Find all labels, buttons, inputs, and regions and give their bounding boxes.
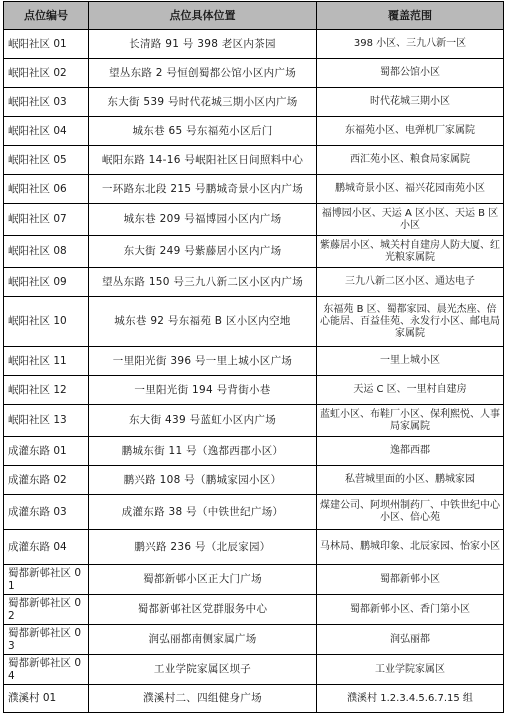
location-cell: 东大街 439 号蓝虹小区内广场: [89, 405, 317, 437]
site-id-cell: 岷阳社区 10: [4, 297, 89, 347]
table-row: [4, 405, 504, 437]
table-row: [4, 530, 504, 565]
coverage-cell: 一里上城小区: [317, 347, 504, 376]
location-cell: 工业学院家属区坝子: [89, 655, 317, 685]
coverage-cell: 逸都西郡: [317, 437, 504, 466]
location-cell: 东大街 249 号紫藤居小区内广场: [89, 236, 317, 268]
table-row: [4, 685, 504, 713]
table-row: [4, 297, 504, 347]
coverage-cell: 时代花城三期小区: [317, 88, 504, 117]
location-cell: 成灌东路 38 号（中铁世纪广场）: [89, 495, 317, 530]
header-location: 点位具体位置: [89, 2, 317, 30]
location-cell: 城东巷 92 号东福苑 B 区小区内空地: [89, 297, 317, 347]
coverage-cell: 润弘丽都: [317, 625, 504, 655]
table-row: [4, 175, 504, 204]
site-id-cell: 岷阳社区 06: [4, 175, 89, 204]
coverage-cell: 工业学院家属区: [317, 655, 504, 685]
table-row: [4, 30, 504, 59]
site-id-cell: 岷阳社区 11: [4, 347, 89, 376]
coverage-cell: 东福苑 B 区、蜀都家园、晨光杰座、倍心能居、百益佳苑、永发行小区、邮电局家属院: [317, 297, 504, 347]
location-cell: 一环路东北段 215 号鹏城奇景小区内广场: [89, 175, 317, 204]
location-cell: 蜀都新邨小区正大门广场: [89, 565, 317, 595]
site-id-cell: 岷阳社区 03: [4, 88, 89, 117]
location-cell: 鹏城东街 11 号（逸都西郡小区）: [89, 437, 317, 466]
location-cell: 润弘丽都南侧家属广场: [89, 625, 317, 655]
location-cell: 东大街 539 号时代花城三期小区内广场: [89, 88, 317, 117]
table-row: [4, 59, 504, 88]
coverage-cell: 马林局、鹏城印象、北辰家园、怡家小区: [317, 530, 504, 565]
location-table: [3, 1, 504, 713]
header-site-id: 点位编号: [4, 2, 89, 30]
location-cell: 望丛东路 2 号恒创蜀都公馆小区内广场: [89, 59, 317, 88]
table-row: [4, 495, 504, 530]
coverage-cell: 鹏城奇景小区、福兴花园南苑小区: [317, 175, 504, 204]
site-id-cell: 岷阳社区 09: [4, 268, 89, 297]
site-id-cell: 蜀都新邨社区 04: [4, 655, 89, 685]
table-row: [4, 625, 504, 655]
site-id-cell: 岷阳社区 02: [4, 59, 89, 88]
location-cell: 一里阳光街 194 号背街小巷: [89, 376, 317, 405]
site-id-cell: 岷阳社区 08: [4, 236, 89, 268]
coverage-cell: 三九八新二区小区、通达电子: [317, 268, 504, 297]
location-cell: 望丛东路 150 号三九八新二区小区内广场: [89, 268, 317, 297]
location-cell: 岷阳东路 14-16 号岷阳社区日间照料中心: [89, 146, 317, 175]
coverage-cell: 东福苑小区、电弹机厂家属院: [317, 117, 504, 146]
site-id-cell: 岷阳社区 05: [4, 146, 89, 175]
site-id-cell: 岷阳社区 07: [4, 204, 89, 236]
coverage-cell: 西汇苑小区、粮食局家属院: [317, 146, 504, 175]
coverage-cell: 私营城里面的小区、鹏城家园: [317, 466, 504, 495]
site-id-cell: 岷阳社区 04: [4, 117, 89, 146]
site-id-cell: 成灌东路 04: [4, 530, 89, 565]
coverage-cell: 398 小区、三九八新一区: [317, 30, 504, 59]
location-cell: 鹏兴路 108 号（鹏城家园小区）: [89, 466, 317, 495]
site-id-cell: 蜀都新邨社区 03: [4, 625, 89, 655]
coverage-cell: 濮溪村 1.2.3.4.5.6.7.15 组: [317, 685, 504, 713]
site-id-cell: 成灌东路 03: [4, 495, 89, 530]
site-id-cell: 岷阳社区 13: [4, 405, 89, 437]
location-cell: 蜀都新邨社区党群服务中心: [89, 595, 317, 625]
site-id-cell: 蜀都新邨社区 02: [4, 595, 89, 625]
site-id-cell: 岷阳社区 12: [4, 376, 89, 405]
location-cell: 鹏兴路 236 号（北辰家园）: [89, 530, 317, 565]
site-id-cell: 岷阳社区 01: [4, 30, 89, 59]
site-id-cell: 濮溪村 01: [4, 685, 89, 713]
coverage-cell: 蜀都公馆小区: [317, 59, 504, 88]
table-row: [4, 268, 504, 297]
coverage-cell: 紫藤居小区、城关村自建房人防大厦、红光粮家属院: [317, 236, 504, 268]
table-row: [4, 376, 504, 405]
table-row: [4, 204, 504, 236]
table-row: [4, 117, 504, 146]
location-cell: 濮溪村二、四组健身广场: [89, 685, 317, 713]
table-row: [4, 88, 504, 117]
location-cell: 城东巷 209 号福博园小区内广场: [89, 204, 317, 236]
coverage-cell: 蜀都新邨小区、香门第小区: [317, 595, 504, 625]
location-cell: 城东巷 65 号东福苑小区后门: [89, 117, 317, 146]
location-cell: 一里阳光街 396 号一里上城小区广场: [89, 347, 317, 376]
coverage-cell: 蜀都新邨小区: [317, 565, 504, 595]
coverage-cell: 蓝虹小区、布鞋厂小区、保利熙悦、人事局家属院: [317, 405, 504, 437]
table-row: [4, 466, 504, 495]
coverage-cell: 天运 C 区、一里村自建房: [317, 376, 504, 405]
site-id-cell: 成灌东路 01: [4, 437, 89, 466]
site-id-cell: 成灌东路 02: [4, 466, 89, 495]
table-row: [4, 236, 504, 268]
location-cell: 长清路 91 号 398 老区内茶园: [89, 30, 317, 59]
coverage-cell: 福博园小区、天运 A 区小区、天运 B 区小区: [317, 204, 504, 236]
table-row: [4, 565, 504, 595]
coverage-cell: 煤建公司、阿坝州制药厂、中铁世纪中心小区、倍心苑: [317, 495, 504, 530]
table-row: [4, 595, 504, 625]
header-coverage: 覆盖范围: [317, 2, 504, 30]
table-row: [4, 146, 504, 175]
table-row: [4, 437, 504, 466]
site-id-cell: 蜀都新邨社区 01: [4, 565, 89, 595]
table-row: [4, 347, 504, 376]
table-row: [4, 655, 504, 685]
header-row: [4, 2, 504, 30]
